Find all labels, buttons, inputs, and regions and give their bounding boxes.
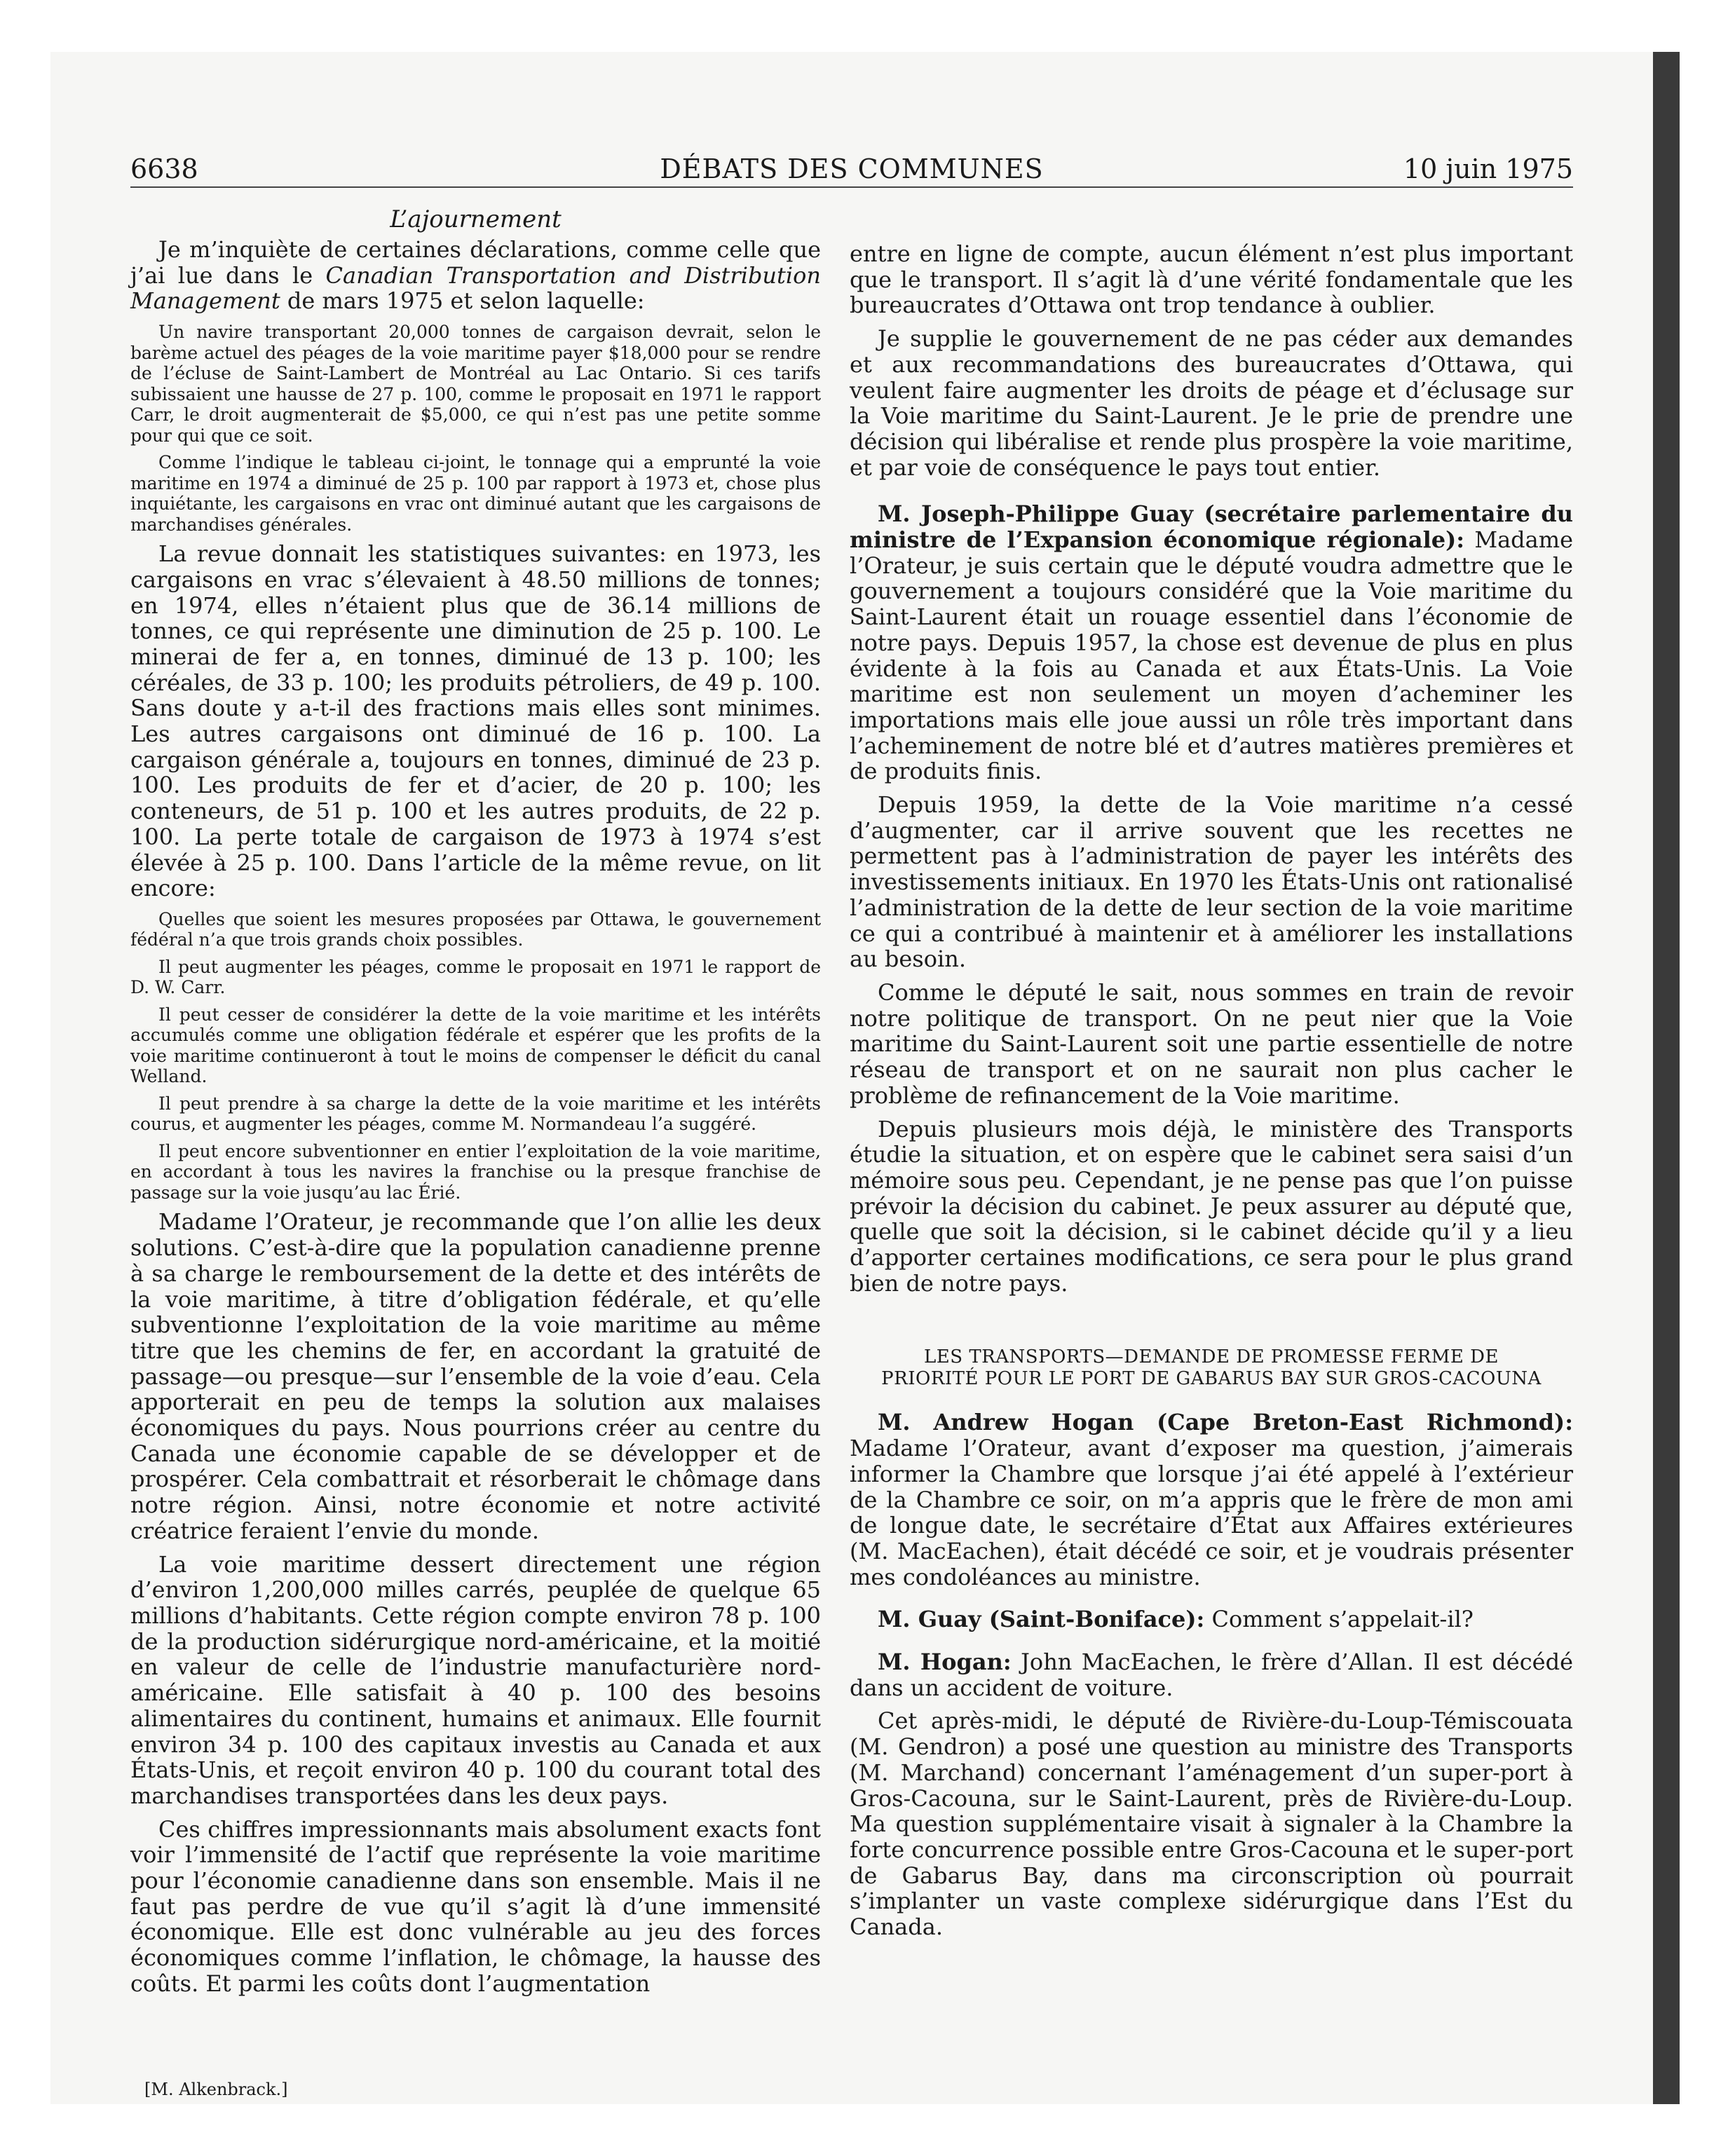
quote-choice-1: Il peut augmenter les péages, comme le proposait en 1971 le rapport de D. W. Carr. [130,956,821,998]
paragraph-cabinet: Depuis plusieurs mois déjà, le ministère des Transports étudie la situation, et on espère que le cabinet sera saisi d’un mémoire sous peu. Cependant, je ne pense pas que l’on puisse prévoir la décision du cabinet. Je peux assurer au député que, quelle que soit la décision, si le cabinet décide qu’il y a lieu d’apporter certaines modifications, ce sera pour le plus grand bien de notre pays. [850,1115,1573,1297]
publication-title: DÉBATS DES COMMUNES [660,153,1044,184]
quote-three-choices: Quelles que soient les mesures proposées par Ottawa, le gouvernement fédéral n’a que trois grands choix possibles. [130,908,821,950]
speech-guay [850,501,1573,784]
speaker-attribution: [M. Alkenbrack.] [144,2080,288,2099]
right-column [850,241,1573,1948]
paragraph-continuation: entre en ligne de compte, aucun élément n’est plus important que le transport. Il s’agit là d’une vérité fondamentale que les bureaucrates d’Ottawa ont trop tendance à oublier. [850,240,1573,319]
quote-choice-4: Il peut encore subventionner en entier l’exploitation de la voie maritime, en accordant à tous les navires la franchise ou la presque franchise de passage sur la voie jusqu’au lac Érié. [130,1140,821,1203]
intro-paragraph [130,237,821,314]
paragraph-policy: Comme le député le sait, nous sommes en train de revoir notre politique de transport. On ne peut nier que la Voie maritime du Saint-Laurent soit une partie essentielle de notre réseau de transport et on ne saurait non plus cacher le problème de refinancement de la Voie maritime. [850,978,1573,1109]
speech-guay-text: Madame l’Orateur, je suis certain que le député voudra admettre que le gouvernement a toujours considéré que la Voie maritime du Saint-Laurent était un rouage essentiel dans l’économie de notre pays. Depuis 1957, la chose est devenue de plus en plus évidente à la fois au Canada et aux États-Unis. La Voie maritime est non seulement un moyen d’acheminer les importations mais elle joue aussi un rôle très important dans l’acheminement de notre blé et d’autres matières premières et de produits finis. [850,526,1574,785]
paragraph-recommendation: Madame l’Orateur, je recommande que l’on allie les deux solutions. C’est-à-dire que la population canadienne prenne à sa charge le remboursement de la dette et des intérêts de la voie maritime, à titre d’obligation fédérale, et qu’elle subventionne l’exploitation de la voie maritime au même titre que les chemins de fer, en accordant la gratuité de passage—ou presque—sur l’ensemble de la voie d’eau. Cela apporterait en peu de temps la solution aux malaises économiques du pays. Nous pourrions créer au centre du Canada une économie capable de se développer et de prospérer. Cela combattrait et résorberait le chômage dans notre région. Ainsi, notre économie et notre activité créatrice feraient l’envie du monde. [130,1208,821,1544]
paragraph-statistics: La revue donnait les statistiques suivantes: en 1973, les cargaisons en vrac s’élevaient à 48.50 millions de tonnes; en 1974, elles n’étaient plus que de 36.14 millions de tonnes, ce qui représente une diminution de 25 p. 100. Le minerai de fer a, en tonnes, diminué de 13 p. 100; les céréales, de 33 p. 100; les produits pétroliers, de 49 p. 100. Sans doute y a-t-il des fractions mais elles sont minimes. Les autres cargaisons ont diminué de 16 p. 100. La cargaison générale a, toujours en tonnes, diminué de 23 p. 100. Les produits de fer et d’acier, de 20 p. 100; les conteneurs, de 51 p. 100 et les autres produits, de 22 p. 100. La perte totale de cargaison de 1973 à 1974 s’est élevée à 25 p. 100. Dans l’article de la même revue, on lit encore: [130,540,821,902]
paragraph-figures: Ces chiffres impressionnants mais absolument exacts font voir l’immensité de l’actif que représente la voie maritime pour l’économie canadienne dans son ensemble. Mais il ne faut pas perdre de vue qu’il s’agit là d’une immensité économique. Elle est donc vulnérable au jeu des forces économiques comme l’inflation, le chômage, la hausse des coûts. Et parmi les coûts dont l’augmentation [130,1815,821,1997]
intro-text-b: de mars 1975 et selon laquelle: [280,287,645,315]
topic-heading: LES TRANSPORTS—DEMANDE DE PROMESSE FERME DE PRIORITÉ POUR LE PORT DE GABARUS BAY SUR GROS-CACOUNA [881,1346,1542,1390]
page-number: 6638 [130,153,198,184]
header-rule [130,186,1573,188]
page-header [130,151,1573,186]
paragraph-plea: Je supplie le gouvernement de ne pas céder aux demandes et aux recommandations des bureaucrates d’Ottawa, qui veulent faire augmenter les droits de péage et d’éclusage sur la Voie maritime du Saint-Laurent. Je le prie de prendre une décision qui libéralise et rende plus prospère la voie maritime, et par voie de conséquence le pays tout entier. [850,325,1573,481]
speech-hogan-reply-text: John MacEachen, le frère d’Allan. Il est décédé dans un accident de voiture. [850,1649,1574,1701]
speech-hogan [850,1410,1573,1590]
publication-date: 10 juin 1975 [1403,153,1573,184]
quote-tonnage-decline: Comme l’indique le tableau ci-joint, le tonnage qui a emprunté la voie maritime en 1974 a diminué de 25 p. 100 par rapport à 1973 et, chose plus inquiétante, les cargaisons en vrac ont diminué autant que les cargaisons de marchandises générales. [130,452,821,535]
paragraph-region: La voie maritime dessert directement une région d’environ 1,200,000 milles carrés, peuplée de quelque 65 millions d’habitants. Cette région compte environ 78 p. 100 de la production sidérurgique nord-américaine, et la moitié en valeur de celle de l’industrie manufacturière nord-américaine. Elle satisfait à 40 p. 100 des besoins alimentaires du continent, humains et animaux. Elle fournit environ 34 p. 100 des capitaux investis au Canada et aux États-Unis, et reçoit environ 40 p. 100 du courant total des marchandises transportées dans les deux pays. [130,1550,821,1809]
section-heading: L’ajournement [390,205,562,233]
left-column [130,203,821,2005]
paragraph-gros-cacouna: Cet après-midi, le député de Rivière-du-Loup-Témiscouata (M. Gendron) a posé une question au ministre des Transports (M. Marchand) concernant l’aménagement d’un super-port à Gros-Cacouna, sur le Saint-Laurent, près de Rivière-du-Loup. Ma question supplémentaire visait à signaler à la Chambre la forte concurrence possible entre Gros-Cacouna et le super-port de Gabarus Bay, dans ma circonscription où pourrait s’implanter un vaste complexe sidérurgique dans l’Est du Canada. [850,1707,1573,1941]
speech-guay-question [850,1606,1573,1632]
quote-choice-2: Il peut cesser de considérer la dette de la voie maritime et les intérêts accumulés comme une obligation fédérale et espérer que les profits de la voie maritime continueront à tout le moins de compenser le déficit du canal Welland. [130,1004,821,1087]
quote-toll-example: Un navire transportant 20,000 tonnes de cargaison devrait, selon le barème actuel des péages de la voie maritime payer $18,000 pour se rendre de l’écluse de Saint-Lambert de Montréal au Lac Ontario. Si ces tarifs subissaient une hausse de 27 p. 100, comme le proposait en 1971 le rapport Carr, le droit augmenterait de $5,000, ce qui n’est pas une petite somme pour qui que ce soit. [130,322,821,446]
intro-text-a: Je m’inquiète de certaines déclarations, comme celle que j’ai lue dans le [130,236,821,289]
speech-hogan-text: Madame l’Orateur, avant d’exposer ma question, j’aimerais informer la Chambre que lorsque j’ai été appelé à l’extérieur de la Chambre ce soir, on m’a appris que le frère de mon ami de longue date, le secrétaire d’État aux Affaires extérieures (M. MacEachen), était décédé ce soir, et je voudrais présenter mes condoléances au ministre. [850,1435,1573,1590]
scan-edge-shadow [1653,52,1680,2104]
speaker-guay-saint-boniface: M. Guay (Saint-Boniface): [878,1606,1205,1633]
publication-name: Canadian Transportation and Distribution Management [130,261,822,315]
speech-hogan-reply [850,1649,1573,1700]
speech-guay-question-text: Comment s’appelait-il? [1204,1606,1474,1633]
speaker-guay: M. Joseph-Philippe Guay (secrétaire parlementaire du ministre de l’Expansion économique régionale): [850,500,1573,554]
speaker-hogan-reply: M. Hogan: [878,1649,1012,1676]
paragraph-debt: Depuis 1959, la dette de la Voie maritime n’a cessé d’augmenter, car il arrive souvent que les recettes ne permettent pas à l’administration de payer les intérêts des investissements initiaux. En 1970 les États-Unis ont rationalisé l’administration de la dette de leur section de la voie maritime ce qui a contribué à maintenir et à améliorer les installations au besoin. [850,791,1573,973]
quote-choice-3: Il peut prendre à sa charge la dette de la voie maritime et les intérêts courus, et augmenter les péages, comme M. Normandeau l’a suggéré. [130,1093,821,1135]
speaker-hogan: M. Andrew Hogan (Cape Breton-East Richmond): [878,1409,1573,1436]
